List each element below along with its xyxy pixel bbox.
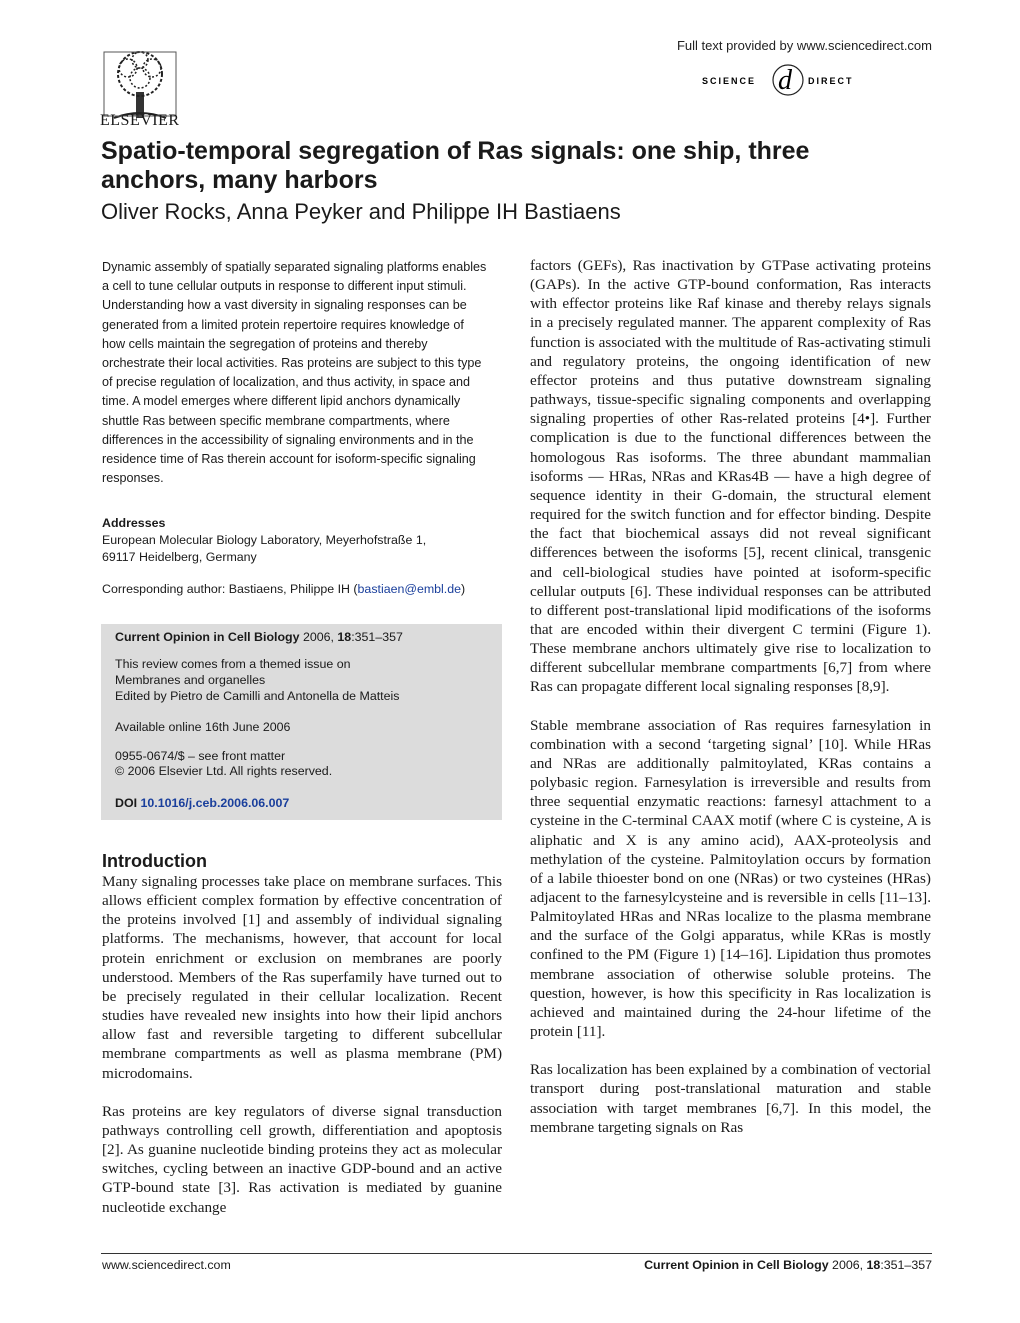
infobox-doi: [115, 796, 289, 810]
corresponding-close: ): [461, 582, 466, 596]
footer-website[interactable]: www.sciencedirect.com: [102, 1258, 231, 1272]
infobox-available: Available online 16th June 2006: [115, 720, 291, 734]
right-paragraph-1: factors (GEFs), Ras inactivation by GTPase activating proteins (GAPs). In the active GTP-bound conformation, Ras interacts with effector proteins like Raf kinase and thereby relays signals in a precisely regulated manner. The apparent complexity of Ras function is associated with the multitude of Ras-activating stimuli and regulatory proteins, the ongoing identification of new effector proteins and thus putative downstream signaling pathways, tissue-specific signaling components and overlapping signaling properties of other Ras-related proteins [4•]. Further complication is due to the functional differences between the homologous Ras isoforms. The three abundant mammalian isoforms — HRas, NRas and KRas4B — have a high degree of sequence identity in their G-domain, the structural element required for the switch function and for effector binding. Despite the fact that biochemical assays did not reveal significant differences between the isoforms [5], recent clinical, transgenic and cell-biological studies have pointed at isoform-specific cellular outputs [6]. These individual responses can be attributed to different post-translational lipid modifications of the isoforms that are encoded within their divergent C termini (Figure 1). These membrane anchors ultimately give rise to localization to different subcellular membrane compartments [6,7] from where Ras can propagate different local signaling responses [8,9].: [530, 257, 931, 696]
addresses-heading: Addresses: [102, 516, 166, 530]
sd-logo-mark: d: [778, 65, 792, 96]
corresponding-email-link[interactable]: bastiaen@embl.de: [357, 582, 462, 596]
infobox-volume: 18: [337, 630, 352, 644]
footer-citation: [644, 1258, 932, 1272]
infobox-pages: :351–357: [351, 630, 403, 644]
sciencedirect-logo: [700, 62, 936, 98]
fulltext-provided-note[interactable]: Full text provided by www.sciencedirect.com: [676, 38, 932, 53]
infobox-issue-line-2: Membranes and organelles: [115, 673, 266, 687]
corresponding-label: Corresponding author: Bastiaens, Philippe IH (: [102, 582, 358, 596]
address-text: [102, 532, 490, 565]
infobox-citation: [115, 630, 403, 644]
footer-year: 2006,: [832, 1258, 864, 1272]
infobox-issn: 0955-0674/$ – see front matter: [115, 749, 286, 763]
abstract-text: Dynamic assembly of spatially separated signaling platforms enables a cell to tune cellular outputs in response to different input stimuli. Understanding how a vast diversity in signaling responses can be generated from a limited protein repertoire requires knowledge of how cells maintain the segregation of proteins and thereby orchestrate their local activities. Ras proteins are subject to this type of precise regulation of localization, and thus activity, in space and time. A model emerges where different lipid anchors dynamically shuttle Ras between specific membrane compartments, where differences in the accessibility of signaling environments and in the residence time of Ras therein account for isoform-specific signaling responses.: [102, 260, 487, 486]
right-paragraph-3: Ras localization has been explained by a combination of vectorial transport during post-translational maturation and stable association with target membranes [6,7]. In this model, the membrane targeting signals on Ras: [530, 1061, 931, 1136]
infobox-issue-line-1: This review comes from a themed issue on: [115, 657, 351, 671]
address-line-2: 69117 Heidelberg, Germany: [102, 549, 257, 564]
introduction-heading: Introduction: [102, 851, 207, 871]
right-paragraph-2: Stable membrane association of Ras requires farnesylation in combination with a second ‘targeting signal’ [10]. While HRas and NRas are additionally palmitoylated, KRas contains a polybasic region. Farnesylation is irreversible and results from three sequential enzymatic reactions: farnesyl attachment to a cysteine in the C-terminal CAAX motif (where C is cysteine, A is aliphatic and X is any amino acid), AAX-proteolysis and methylation of the cysteine. Palmitoylation occurs by formation of a labile thioester bond on one (NRas) or two cysteines (HRas) adjacent to the farnesylcysteine and is reversible in cells [11–13]. Palmitoylated HRas and NRas localize to the plasma membrane and the surface of the Golgi apparatus, while KRas is mostly confined to the PM (Figure 1) [14–16]. Lipidation thus promotes membrane association of otherwise soluble proteins. The question, however, is how this specificity in Ras localization is achieved and maintained during the 24-hour lifetime of the protein [11].: [530, 716, 931, 1041]
address-line-1: European Molecular Biology Laboratory, Meyerhofstraße 1,: [102, 533, 427, 547]
footer-divider: [101, 1253, 932, 1254]
article-authors: Oliver Rocks, Anna Peyker and Philippe IH Bastiaens: [101, 199, 621, 224]
infobox-copyright: [115, 764, 332, 778]
left-column-body: [102, 872, 502, 1217]
infobox-journal: Current Opinion in Cell Biology: [115, 630, 300, 644]
infobox-doi-label: DOI: [115, 796, 138, 810]
corresponding-author: [102, 582, 502, 596]
infobox-year: 2006,: [302, 630, 334, 644]
sd-logo-right: DIRECT: [808, 76, 854, 86]
sd-logo-left: SCIENCE: [702, 76, 757, 86]
footer-volume: 18: [866, 1258, 881, 1272]
elsevier-wordmark: ELSEVIER: [100, 112, 180, 129]
infobox-copyright-text: 2006 Elsevier Ltd. All rights reserved.: [127, 764, 333, 778]
right-column-body: [530, 256, 931, 1137]
infobox-editors: Edited by Pietro de Camilli and Antonella de Matteis: [115, 689, 400, 703]
intro-paragraph-2: Ras proteins are key regulators of diverse signal transduction pathways controlling cell growth, differentiation and apoptosis [2]. As guanine nucleotide binding proteins they act as molecular switches, cycling between an inactive GDP-bound and an active GTP-bound state [3]. Ras activation is mediated by guanine nucleotide exchange: [102, 1102, 502, 1216]
copyright-icon: ©: [115, 764, 125, 778]
article-info-box: [101, 624, 502, 820]
footer-journal: Current Opinion in Cell Biology: [644, 1258, 829, 1272]
footer-pages: :351–357: [880, 1258, 932, 1272]
infobox-doi-link[interactable]: 10.1016/j.ceb.2006.06.007: [140, 796, 290, 810]
intro-paragraph-1: Many signaling processes take place on membrane surfaces. This allows efficient complex formation by effective concentration of the proteins involved [1] and assembly of individual signaling platforms. The mechanisms, however, that account for local protein enrichment or exclusion on membranes are poorly understood. Members of the Ras superfamily have turned out to be precisely regulated in their cellular localization. Recent studies have revealed new insights into how their lipid anchors allow fast and reversible targeting to different subcellular membrane compartments as well as plasma membrane (PM) microdomains.: [102, 873, 502, 1082]
article-title: Spatio-temporal segregation of Ras signals: one ship, three anchors, many harbors: [101, 137, 810, 194]
